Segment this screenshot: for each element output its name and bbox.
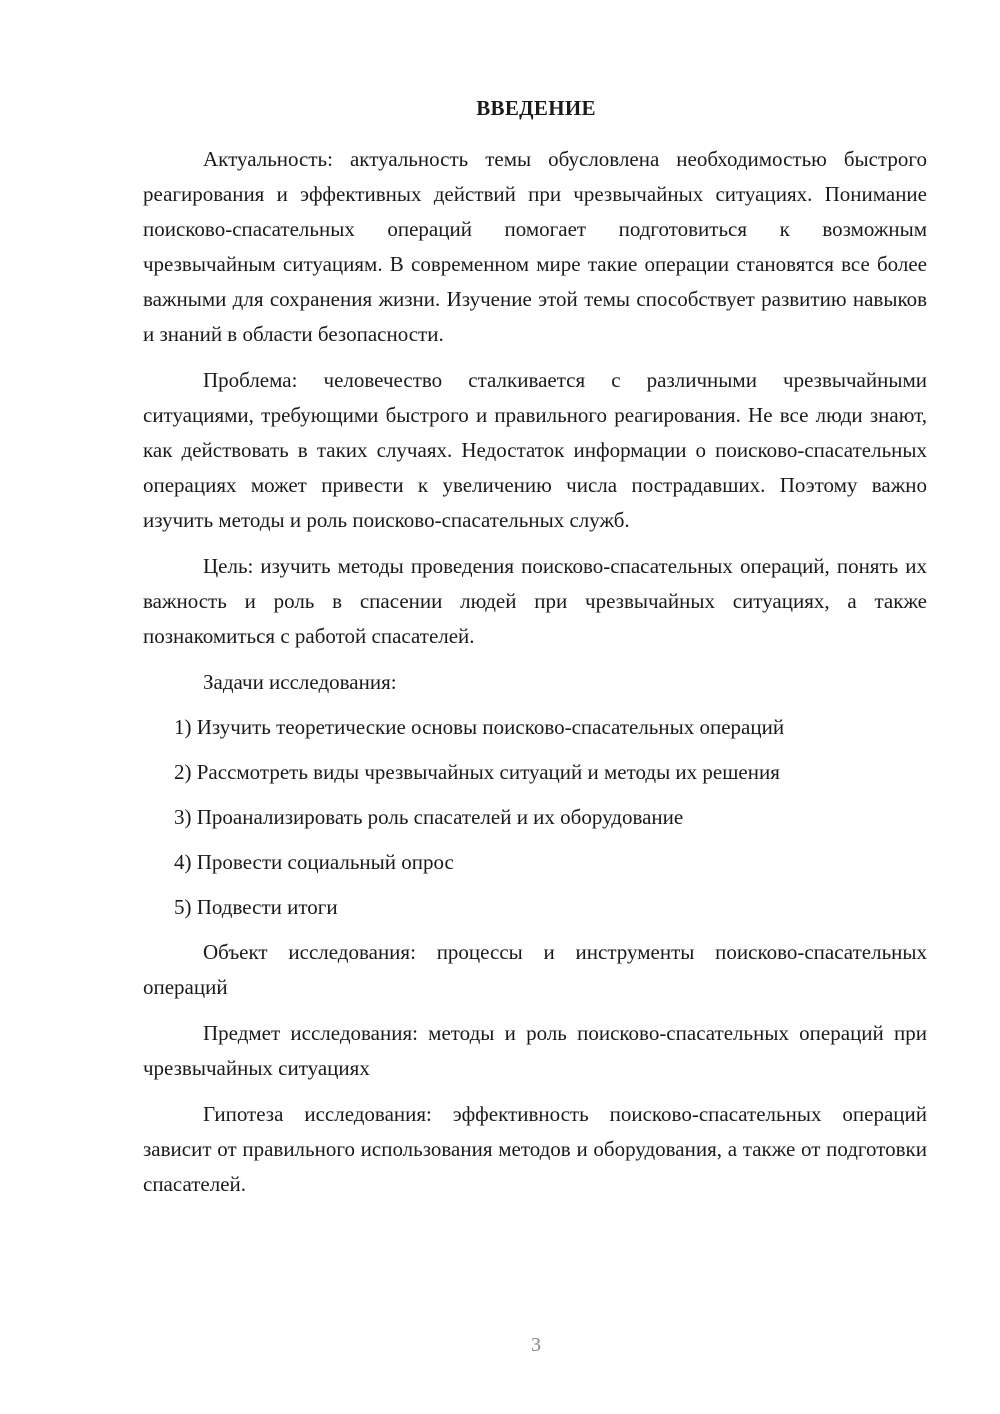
goal-paragraph: Цель: изучить методы проведения поисково-спасательных операций, понять их важность и роль в спасении людей при чрезвычайных ситуациях, а также познакомиться с работой спасателей. xyxy=(143,554,927,648)
list-item: 4) Провести социальный опрос xyxy=(174,850,454,874)
problem-paragraph: Проблема: человечество сталкивается с различными чрезвычайными ситуациями, требующими быстрого и правильного реагирования. Не все люди знают, как действовать в таких случаях. Недостаток информации о поисково-спасательных операциях может привести к увеличению числа пострадавших. Поэтому важно изучить методы и роль поисково-спасательных служб. xyxy=(143,368,927,532)
subject-paragraph: Предмет исследования: методы и роль поисково-спасательных операций при чрезвычайных ситуациях xyxy=(143,1021,927,1080)
page-number: 3 xyxy=(531,1334,541,1356)
tasks-list xyxy=(143,710,927,925)
list-item: 1) Изучить теоретические основы поисково-спасательных операций xyxy=(174,715,785,739)
hypothesis-paragraph: Гипотеза исследования: эффективность поисково-спасательных операций зависит от правильного использования методов и оборудования, а также от подготовки спасателей. xyxy=(143,1102,927,1196)
document-body xyxy=(143,142,927,1213)
list-item: 3) Проанализировать роль спасателей и их оборудование xyxy=(174,805,684,829)
list-item: 5) Подвести итоги xyxy=(174,895,338,919)
object-paragraph: Объект исследования: процессы и инструменты поисково-спасательных операций xyxy=(143,940,927,999)
tasks-heading: Задачи исследования: xyxy=(203,670,397,694)
list-item: 2) Рассмотреть виды чрезвычайных ситуаций и методы их решения xyxy=(174,760,780,784)
page-title: ВВЕДЕНИЕ xyxy=(476,96,596,120)
relevance-paragraph: Актуальность: актуальность темы обусловлена необходимостью быстрого реагирования и эффективных действий при чрезвычайных ситуациях. Понимание поисково-спасательных операций помогает подготовиться к возможным чрезвычайным ситуациям. В современном мире такие операции становятся все более важными для сохранения жизни. Изучение этой темы способствует развитию навыков и знаний в области безопасности. xyxy=(143,147,927,346)
